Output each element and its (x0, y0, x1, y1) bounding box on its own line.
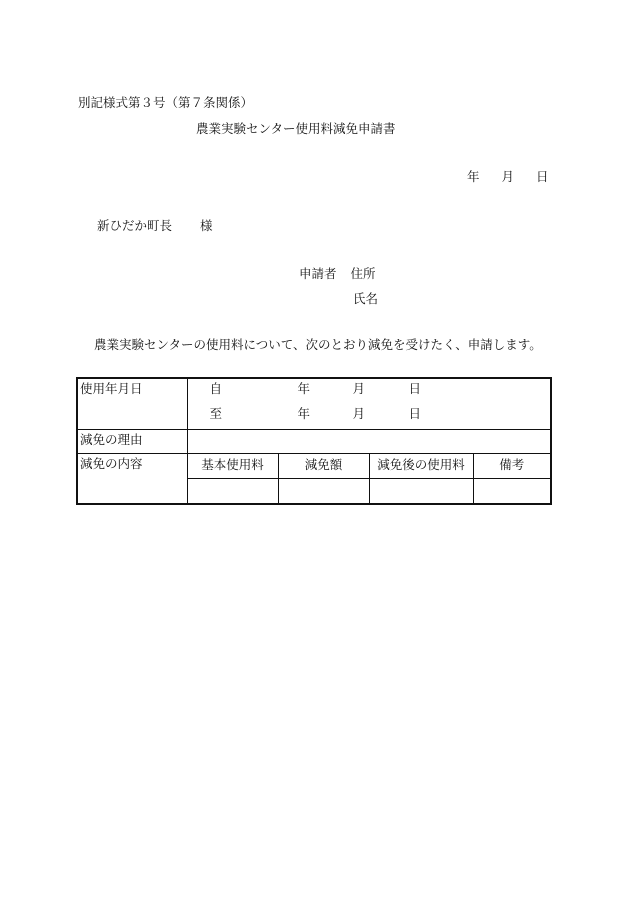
addressee-honorific: 様 (200, 218, 213, 233)
period-to: 至 (209, 406, 223, 421)
application-table (76, 377, 552, 505)
fee-after-value[interactable] (369, 479, 473, 504)
date-line (467, 171, 549, 184)
remarks-value[interactable] (473, 479, 551, 504)
period-values[interactable] (187, 378, 551, 430)
from-month: 月 (352, 381, 366, 396)
date-year: 年 (467, 169, 480, 184)
applicant-name-label: 氏名 (353, 291, 379, 306)
col-reduction: 減免額 (278, 454, 369, 479)
applicant-block (299, 268, 376, 281)
period-label: 使用年月日 (77, 378, 187, 430)
applicant-label: 申請者 (299, 266, 337, 281)
col-basic-fee: 基本使用料 (187, 454, 278, 479)
form-number-label: 別記様式第３号（第７条関係） (78, 95, 254, 110)
document-title: 農業実験センター使用料減免申請書 (196, 121, 396, 136)
to-year: 年 (297, 406, 311, 421)
col-remarks: 備考 (473, 454, 551, 479)
basic-fee-value[interactable] (187, 479, 278, 504)
date-day: 日 (536, 169, 549, 184)
applicant-address-label: 住所 (350, 266, 376, 281)
reason-label: 減免の理由 (77, 430, 187, 454)
addressee-name: 新ひだか町長 (97, 218, 173, 233)
from-day: 日 (408, 381, 422, 396)
col-fee-after: 減免後の使用料 (369, 454, 473, 479)
from-year: 年 (297, 381, 311, 396)
reason-row (77, 430, 551, 454)
period-from: 自 (209, 381, 223, 396)
content-label: 減免の内容 (77, 454, 187, 504)
to-month: 月 (352, 406, 366, 421)
content-header-row (77, 454, 551, 479)
period-to-row (188, 404, 551, 429)
reduction-value[interactable] (278, 479, 369, 504)
to-day: 日 (408, 406, 422, 421)
reason-value[interactable] (187, 430, 551, 454)
addressee (97, 220, 213, 233)
period-row (77, 378, 551, 430)
body-text: 農業実験センターの使用料について、次のとおり減免を受けたく、申請します。 (94, 337, 542, 352)
date-month: 月 (501, 169, 515, 184)
period-from-row (188, 379, 551, 404)
